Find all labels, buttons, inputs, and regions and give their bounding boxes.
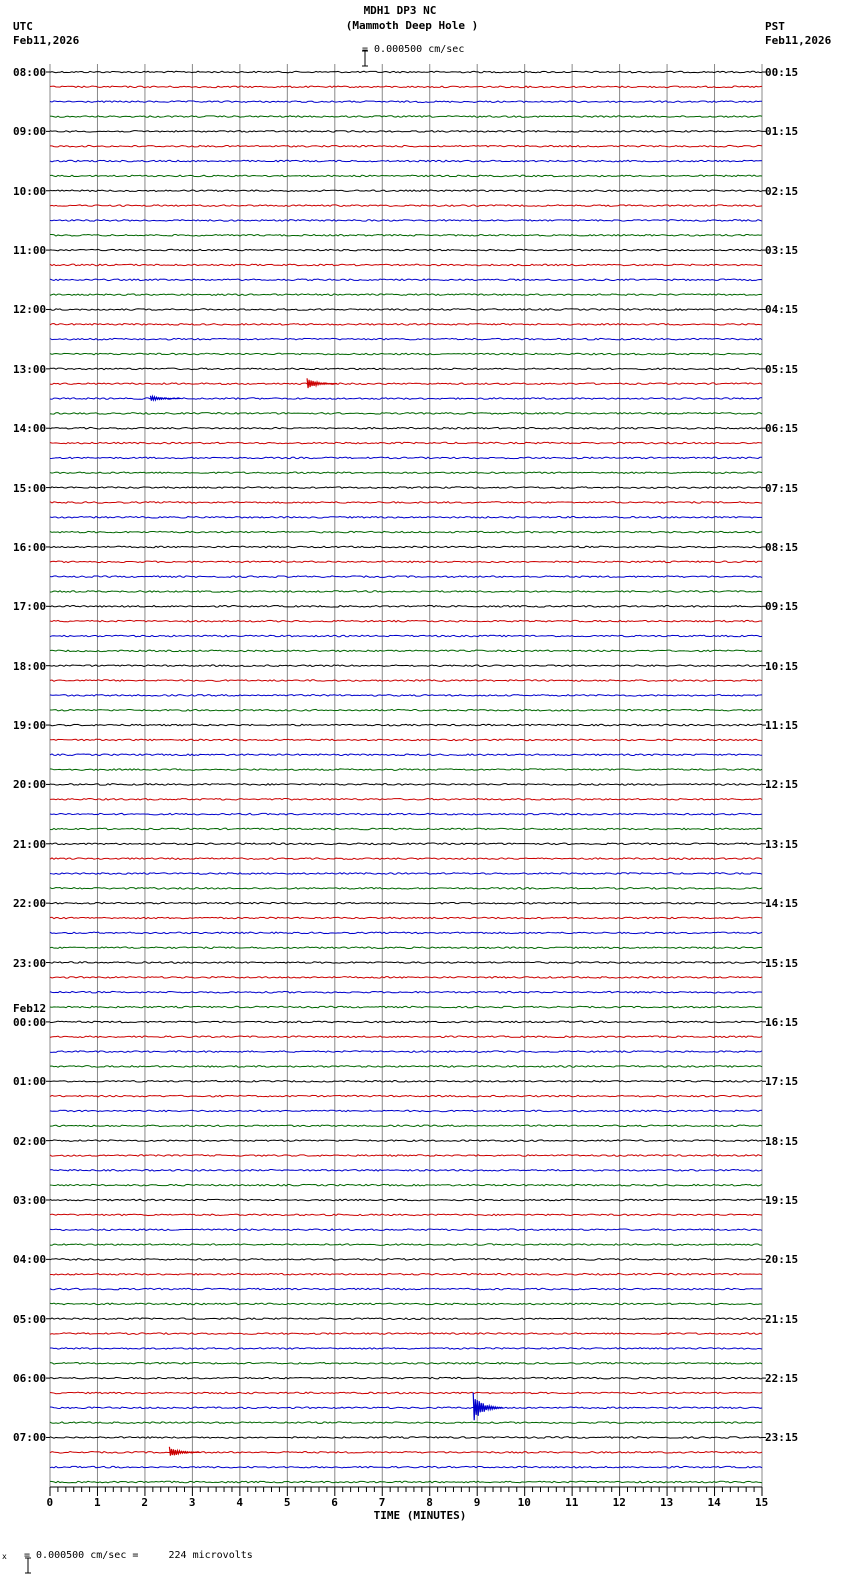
- x-tick-label: 3: [188, 1496, 196, 1509]
- seismic-trace: [50, 1199, 762, 1201]
- seismic-trace: [50, 1481, 762, 1483]
- x-tick-label: 8: [426, 1496, 433, 1509]
- utc-hour-label: 03:00: [13, 1194, 47, 1207]
- seismic-event: [150, 396, 180, 401]
- seismic-trace: [50, 1125, 762, 1127]
- seismic-trace: [50, 932, 762, 934]
- x-tick-label: 12: [612, 1496, 626, 1509]
- seismic-trace: [50, 101, 762, 103]
- seismic-trace: [50, 813, 762, 815]
- seismic-trace: [50, 86, 762, 88]
- seismic-trace: [50, 1362, 762, 1364]
- x-tick-label: 9: [473, 1496, 481, 1509]
- seismic-trace: [50, 131, 762, 133]
- seismic-trace: [50, 413, 762, 415]
- x-tick-label: 15: [755, 1496, 769, 1509]
- seismic-trace: [50, 249, 762, 251]
- pst-hour-label: 19:15: [765, 1194, 799, 1207]
- seismic-trace: [50, 1080, 762, 1082]
- station-title: MDH1 DP3 NC: [363, 4, 437, 17]
- pst-hour-label: 01:15: [765, 125, 799, 139]
- seismic-trace: [50, 234, 762, 236]
- seismic-trace: [50, 591, 762, 593]
- utc-hour-label: 02:00: [13, 1134, 47, 1148]
- seismic-trace: [50, 843, 762, 845]
- pst-hour-label: 12:15: [765, 778, 799, 792]
- pst-hour-label: 20:15: [765, 1253, 799, 1267]
- seismic-trace: [50, 902, 762, 904]
- seismic-trace: [50, 769, 762, 771]
- seismic-trace: [50, 427, 762, 429]
- utc-hour-label: 04:00: [13, 1253, 47, 1267]
- seismic-trace: [50, 1259, 762, 1261]
- x-tick-label: 6: [331, 1496, 338, 1509]
- utc-hour-label: 18:00: [13, 659, 47, 673]
- pst-hour-label: 08:15: [765, 540, 799, 554]
- x-tick-label: 11: [565, 1496, 579, 1509]
- seismic-trace: [50, 487, 762, 489]
- seismic-trace: [50, 1303, 762, 1305]
- seismic-trace: [50, 991, 762, 993]
- seismic-trace: [50, 606, 762, 608]
- utc-hour-label: 19:00: [13, 719, 47, 733]
- pst-hour-label: 15:15: [765, 956, 799, 970]
- seismic-trace: [50, 1170, 762, 1172]
- seismic-trace: [50, 828, 762, 830]
- utc-hour-label: 23:00: [13, 956, 47, 970]
- x-tick-label: 5: [283, 1496, 291, 1509]
- seismic-trace: [50, 71, 762, 73]
- seismic-trace: [50, 190, 762, 192]
- x-tick-label: 2: [141, 1496, 149, 1509]
- seismic-trace: [50, 175, 762, 177]
- seismic-trace: [50, 502, 762, 504]
- seismic-trace: [50, 754, 762, 756]
- seismic-trace: [50, 324, 762, 326]
- seismic-trace: [50, 665, 762, 667]
- seismic-trace: [50, 1110, 762, 1112]
- pst-hour-label: 05:15: [765, 362, 799, 376]
- utc-hour-label: 00:00: [13, 1015, 47, 1029]
- seismic-trace: [50, 294, 762, 296]
- pst-hour-label: 11:15: [765, 719, 799, 733]
- utc-hour-label: 14:00: [13, 422, 47, 436]
- seismic-trace: [50, 1407, 762, 1409]
- seismic-trace: [50, 873, 762, 875]
- seismic-trace: [50, 1466, 762, 1468]
- x-tick-label: 1: [93, 1496, 101, 1509]
- x-tick-label: 7: [378, 1496, 386, 1509]
- utc-hour-label: 17:00: [13, 600, 47, 614]
- seismic-trace: [50, 977, 762, 979]
- x-axis-title: TIME (MINUTES): [373, 1509, 467, 1522]
- seismic-trace: [50, 1392, 762, 1394]
- utc-hour-label: 12:00: [13, 303, 47, 317]
- utc-hour-label: 13:00: [13, 362, 47, 376]
- x-tick-label: 0: [46, 1496, 54, 1509]
- seismic-trace: [50, 784, 762, 786]
- seismic-trace: [50, 1452, 762, 1454]
- seismic-trace: [50, 1318, 762, 1320]
- seismic-trace: [50, 1021, 762, 1023]
- seismic-trace: [50, 561, 762, 563]
- seismic-trace: [50, 1051, 762, 1053]
- seismic-trace: [50, 1273, 762, 1275]
- seismic-trace: [50, 680, 762, 682]
- utc-hour-label: 08:00: [13, 66, 47, 79]
- seismic-trace: [50, 1348, 762, 1350]
- seismic-trace: [50, 1006, 762, 1008]
- right-date-label: Feb11,2026: [765, 34, 832, 47]
- pst-hour-label: 09:15: [765, 600, 799, 614]
- seismic-trace: [50, 338, 762, 340]
- seismic-trace: [50, 1422, 762, 1424]
- utc-hour-label: 22:00: [13, 897, 47, 911]
- pst-hour-label: 16:15: [765, 1015, 799, 1029]
- utc-hour-label: 20:00: [13, 778, 47, 792]
- seismic-trace: [50, 279, 762, 281]
- left-timezone-label: UTC: [13, 20, 33, 33]
- utc-hour-label: 05:00: [13, 1312, 47, 1326]
- seismic-trace: [50, 650, 762, 652]
- seismic-trace: [50, 1140, 762, 1142]
- seismic-trace: [50, 1377, 762, 1379]
- seismic-trace: [50, 264, 762, 266]
- seismic-trace: [50, 739, 762, 741]
- seismic-trace: [50, 635, 762, 637]
- utc-hour-label: 06:00: [13, 1372, 47, 1386]
- seismic-trace: [50, 516, 762, 518]
- seismic-trace: [50, 709, 762, 711]
- pst-hour-label: 02:15: [765, 184, 799, 198]
- seismic-trace: [50, 1214, 762, 1216]
- seismic-trace: [50, 1066, 762, 1068]
- seismic-trace: [50, 1244, 762, 1246]
- seismic-trace: [50, 947, 762, 949]
- x-tick-label: 13: [660, 1496, 674, 1509]
- seismic-trace: [50, 962, 762, 964]
- pst-hour-label: 21:15: [765, 1312, 799, 1326]
- seismic-trace: [50, 724, 762, 726]
- seismic-trace: [50, 858, 762, 860]
- seismic-trace: [50, 442, 762, 444]
- seismic-trace: [50, 160, 762, 162]
- seismic-trace: [50, 368, 762, 370]
- seismic-trace: [50, 917, 762, 919]
- seismic-trace: [50, 576, 762, 578]
- x-tick-label: 14: [707, 1496, 721, 1509]
- left-date-label: Feb11,2026: [13, 34, 80, 47]
- seismic-trace: [50, 457, 762, 459]
- utc-hour-label: 16:00: [13, 540, 47, 554]
- x-tick-label: 10: [517, 1496, 531, 1509]
- utc-hour-label: 01:00: [13, 1075, 47, 1089]
- pst-hour-label: 14:15: [765, 897, 799, 911]
- seismic-trace: [50, 205, 762, 207]
- seismic-trace: [50, 1155, 762, 1157]
- seismic-trace: [50, 472, 762, 474]
- utc-hour-label: 11:00: [13, 244, 47, 258]
- seismic-trace: [50, 888, 762, 890]
- seismic-trace: [50, 116, 762, 118]
- pst-hour-label: 17:15: [765, 1075, 799, 1089]
- utc-hour-label: 09:00: [13, 125, 47, 139]
- x-tick-label: 4: [236, 1496, 243, 1509]
- pst-hour-label: 22:15: [765, 1372, 799, 1386]
- utc-hour-label: 15:00: [13, 481, 47, 495]
- seismic-trace: [50, 695, 762, 697]
- pst-hour-label: 18:15: [765, 1134, 799, 1148]
- pst-hour-label: 13:15: [765, 837, 799, 851]
- day-change-label: Feb12: [13, 1002, 47, 1015]
- seismic-trace: [50, 1333, 762, 1335]
- scale-label: = 0.000500 cm/sec: [362, 44, 465, 55]
- utc-hour-label: 21:00: [13, 837, 47, 851]
- seismic-trace: [50, 383, 762, 385]
- utc-hour-label: 10:00: [13, 184, 47, 198]
- seismic-trace: [50, 1437, 762, 1439]
- pst-hour-label: 23:15: [765, 1431, 799, 1445]
- seismic-trace: [50, 798, 762, 800]
- seismic-trace: [50, 1095, 762, 1097]
- seismic-trace: [50, 1036, 762, 1038]
- pst-hour-label: 03:15: [765, 244, 799, 258]
- seismic-trace: [50, 1229, 762, 1231]
- footer-scale-label: = 0.000500 cm/sec = 224 microvolts: [24, 1550, 253, 1561]
- seismic-trace: [50, 220, 762, 222]
- seismic-trace: [50, 309, 762, 311]
- seismic-event: [169, 1447, 199, 1456]
- seismic-trace: [50, 1288, 762, 1290]
- pst-hour-label: 00:15: [765, 66, 799, 79]
- pst-hour-label: 06:15: [765, 422, 799, 436]
- pst-hour-label: 07:15: [765, 481, 799, 495]
- seismic-trace: [50, 353, 762, 355]
- pst-hour-label: 04:15: [765, 303, 799, 317]
- pst-hour-label: 10:15: [765, 659, 799, 673]
- corner-mark: x: [2, 1552, 7, 1561]
- seismic-trace: [50, 1184, 762, 1186]
- utc-hour-label: 07:00: [13, 1431, 47, 1445]
- station-location: (Mammoth Deep Hole ): [345, 19, 479, 32]
- seismic-trace: [50, 531, 762, 533]
- seismic-trace: [50, 620, 762, 622]
- seismic-trace: [50, 546, 762, 548]
- right-timezone-label: PST: [765, 20, 785, 33]
- seismic-trace: [50, 145, 762, 147]
